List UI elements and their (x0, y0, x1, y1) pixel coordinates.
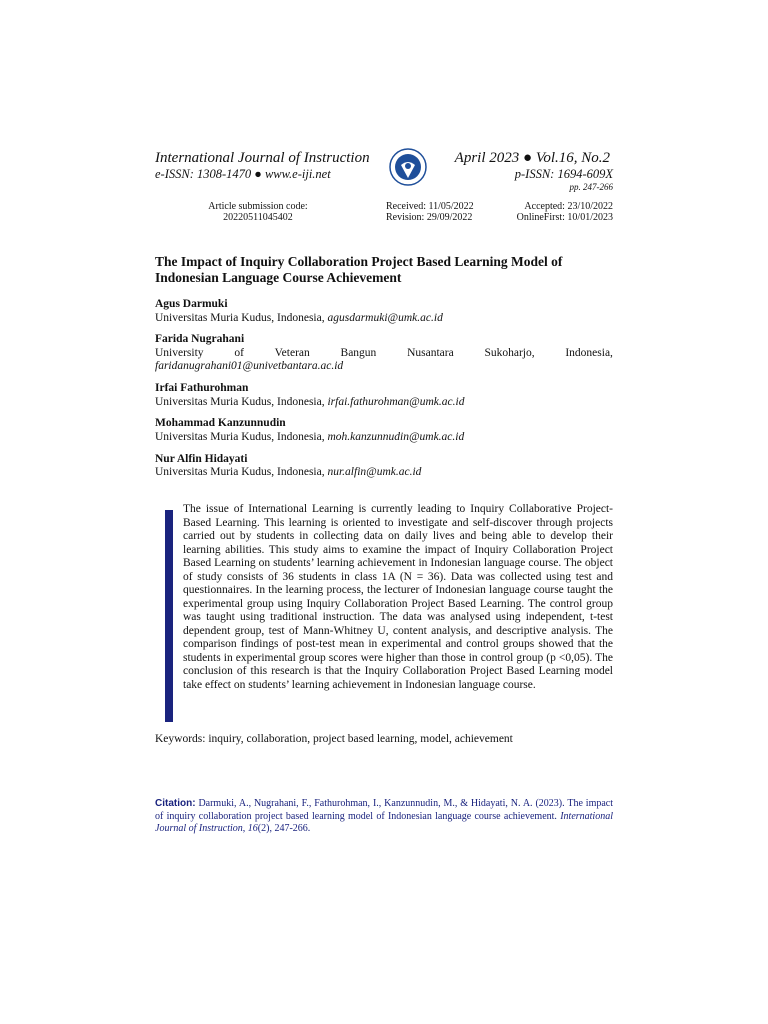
author-name: Mohammad Kanzunnudin (155, 417, 286, 430)
affiliation-word: Sukoharjo, (484, 346, 535, 359)
affiliation-word: Nusantara (407, 346, 454, 359)
affiliation-word: Indonesia, (565, 346, 613, 359)
author-name: Irfai Fathurohman (155, 382, 249, 395)
author-affiliation (155, 396, 613, 410)
citation-separator: , (242, 823, 248, 834)
received-revision (386, 201, 474, 223)
author-list (155, 298, 613, 488)
affiliation-word: Bangun (340, 346, 377, 359)
author-email[interactable]: irfai.fathurohman@umk.ac.id (327, 395, 465, 408)
revision-date: Revision: 29/09/2022 (386, 212, 473, 223)
citation-block (155, 798, 613, 836)
accepted-onlinefirst (517, 201, 613, 223)
accepted-date: Accepted: 23/10/2022 (524, 201, 613, 212)
affiliation-text: Universitas Muria Kudus, Indonesia, (155, 395, 328, 408)
keywords-line: Keywords: inquiry, collaboration, project based learning, model, achievement (155, 733, 513, 745)
issue-date-volume: April 2023 ● Vol.16, No.2 (454, 150, 610, 166)
author-affiliation (155, 347, 613, 361)
author-affiliation (155, 466, 613, 480)
author-block (155, 298, 613, 325)
author-email[interactable]: faridanugrahani01@univetbantara.ac.id (155, 360, 344, 373)
citation-volume: 16 (247, 823, 258, 834)
affiliation-word: University (155, 346, 204, 359)
page-range: pp. 247-266 (569, 182, 613, 192)
affiliation-word: of (234, 346, 244, 359)
author-block (155, 382, 613, 409)
submission-code (203, 201, 313, 223)
eissn-line: e-ISSN: 1308-1470 ● www.e-iji.net (155, 167, 331, 181)
submission-code-value: 20220511045402 (223, 212, 293, 223)
pissn-line: p-ISSN: 1694-609X (514, 167, 613, 181)
author-affiliation (155, 431, 613, 445)
author-email[interactable]: agusdarmuki@umk.ac.id (327, 311, 443, 324)
received-date: Received: 11/05/2022 (386, 201, 474, 212)
journal-logo-icon (389, 148, 427, 186)
author-block (155, 453, 613, 480)
journal-title: International Journal of Instruction (155, 150, 370, 166)
author-name: Nur Alfin Hidayati (155, 452, 248, 465)
affiliation-word: Veteran (274, 346, 310, 359)
onlinefirst-date: OnlineFirst: 10/01/2023 (516, 212, 613, 223)
citation-label: Citation: (155, 798, 196, 809)
author-affiliation (155, 312, 613, 326)
affiliation-text: Universitas Muria Kudus, Indonesia, (155, 466, 328, 479)
paper-title: The Impact of Inquiry Collaboration Project Based Learning Model of Indonesian Language Course Achievement (155, 254, 563, 285)
affiliation-text: Universitas Muria Kudus, Indonesia, (155, 430, 328, 443)
author-block (155, 333, 613, 374)
citation-issue-pages: (2), 247-266. (257, 823, 311, 834)
affiliation-text: Universitas Muria Kudus, Indonesia, (155, 311, 328, 324)
author-email[interactable]: moh.kanzunnudin@umk.ac.id (327, 430, 465, 443)
abstract-accent-bar (165, 510, 173, 722)
author-name: Agus Darmuki (155, 298, 228, 310)
citation-journal: International Journal of Instruction (155, 810, 613, 834)
submission-code-label: Article submission code: (208, 201, 308, 212)
abstract-text: The issue of International Learning is currently leading to Inquiry Collaborative Project-Based Learning. This learning is oriented to investigate and self-discover through projects carried out by students in collecting data on daily lives and being able to develop their learning abilities. This study aims to examine the impact of Inquiry Collaboration Project Based Learning on students’ learning achievement in Indonesian language course. The object of study consists of 36 students in class 1A (N = 36). Data was collected using test and questionnaires. In the learning process, the lecturer of Indonesian language course taught the experimental group using Inquiry Collaboration Project Based Learning. The control group was taught using traditional instruction. The data was analysed using independent, t-test dependent group, test of Mann-Whitney U, content analysis, and descriptive analysis. The comparison findings of post-test mean in experimental and control groups showed that the students in experimental group scores were higher than those in control group (p <0,05). The conclusion of this research is that the Inquiry Collaboration Project Based Learning model take effect on students’ learning achievement in Indonesian language course. (183, 503, 613, 691)
author-email[interactable]: nur.alfin@umk.ac.id (327, 466, 422, 479)
author-name: Farida Nugrahani (155, 333, 245, 346)
author-block (155, 417, 613, 444)
citation-text: Darmuki, A., Nugrahani, F., Fathurohman, I., Kanzunnudin, M., & Hidayati, N. A. (2023). The impact of inquiry collaboration project based learning model of Indonesian language course achievement. (155, 798, 613, 822)
